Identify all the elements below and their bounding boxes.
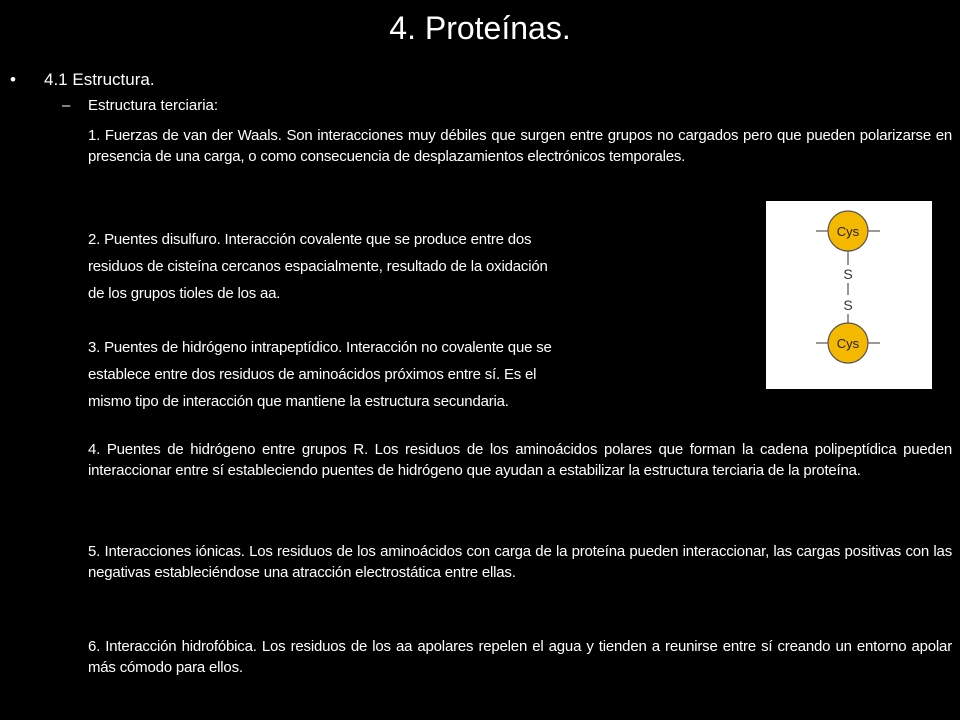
paragraph-ionic-interactions: 5. Interacciones iónicas. Los residuos de los aminoácidos con carga de la proteína pueden interaccionar, las cargas positivas con las negativas estableciéndose una atracción electrostática entre ellas. — [88, 543, 952, 581]
subsection-label: Estructura terciaria: — [88, 97, 219, 114]
paragraph-van-der-waals: 1. Fuerzas de van der Waals. Son interacciones muy débiles que surgen entre grupos no cargados pero que pueden polarizarse en presencia de una carga, o como consecuencia de desplazamientos electrónicos temporales. — [88, 127, 952, 165]
cys-label-top: Cys — [836, 224, 860, 239]
section-heading — [10, 69, 155, 91]
text-line: 3. Puentes de hidrógeno intrapeptídico. Interacción no covalente que se — [88, 339, 552, 356]
paragraph-disulfide-bridges — [88, 226, 758, 307]
section-label: 4.1 Estructura. — [44, 70, 155, 89]
slide-title: 4. Proteínas. — [389, 10, 571, 46]
paragraph-intrapeptide-hydrogen-bonds — [88, 334, 758, 415]
subsection-heading — [62, 96, 218, 116]
cys-label-bottom: Cys — [836, 336, 860, 351]
text-line: residuos de cisteína cercanos espacialmente, resultado de la oxidación — [88, 258, 548, 275]
text-line: establece entre dos residuos de aminoácidos próximos entre sí. Es el — [88, 366, 537, 383]
bullet-marker: • — [10, 70, 16, 89]
sulfur-top: S — [843, 266, 853, 282]
dash-marker: – — [62, 97, 71, 114]
text-line: 2. Puentes disulfuro. Interacción covalente que se produce entre dos — [88, 231, 532, 248]
text-line: de los grupos tioles de los aa. — [88, 285, 281, 302]
disulfide-diagram — [766, 201, 932, 389]
paragraph-hydrophobic-interaction: 6. Interacción hidrofóbica. Los residuos de los aa apolares repelen el agua y tienden a reunirse entre sí creando un entorno apolar más cómodo para ellos. — [88, 638, 952, 676]
disulfide-bridge-figure — [766, 201, 932, 389]
sulfur-bottom: S — [843, 297, 853, 313]
text-line: mismo tipo de interacción que mantiene la estructura secundaria. — [88, 393, 509, 410]
paragraph-r-group-hydrogen-bonds: 4. Puentes de hidrógeno entre grupos R. Los residuos de los aminoácidos polares que forman la cadena polipeptídica pueden interaccionar entre sí estableciendo puentes de hidrógeno que ayudan a estabilizar la estructura terciaria de la proteína. — [88, 441, 952, 479]
